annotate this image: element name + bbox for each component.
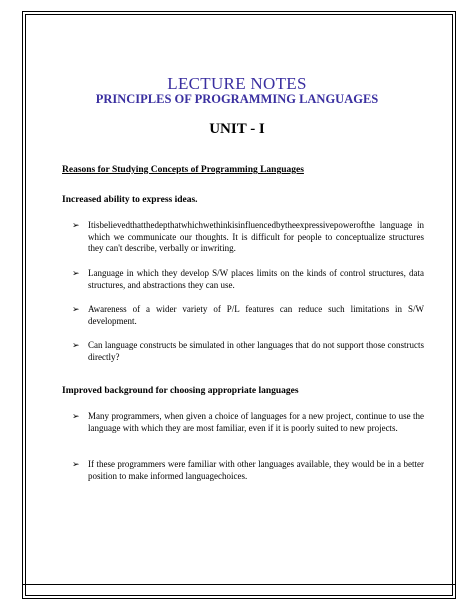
bottom-rule (22, 584, 456, 585)
document-title: LECTURE NOTES (167, 74, 307, 93)
list-item-text: Itisbelievedthatthedepthatwhichwethinkisinfluencedbytheexpressivepowerofthe language in which we communicate our thoughts. It is difficult for people to conceptualize structures they can't describe, verbally or inwriting. (88, 220, 424, 253)
arrow-bullet-icon: ➢ (72, 459, 80, 469)
arrow-bullet-icon: ➢ (72, 411, 80, 421)
section-heading: Reasons for Studying Concepts of Programming Languages (62, 165, 304, 175)
arrow-bullet-icon: ➢ (72, 340, 80, 350)
arrow-bullet-icon: ➢ (72, 220, 80, 230)
arrow-bullet-icon: ➢ (72, 304, 80, 314)
document-subtitle: PRINCIPLES OF PROGRAMMING LANGUAGES (95, 92, 379, 106)
list-item-text: Can language constructs be simulated in other languages that do not support those constructs directly? (88, 340, 424, 362)
unit-heading: UNIT - I (209, 121, 265, 137)
list-item-text: Language in which they develop S/W places limits on the kinds of control structures, data structures, and abstractions they can use. (88, 268, 424, 290)
list-item-text: If these programmers were familiar with other languages available, they would be in a better position to make informed languagechoices. (88, 459, 424, 481)
subsection-heading-2: Improved background for choosing appropriate languages (62, 386, 299, 396)
arrow-bullet-icon: ➢ (72, 268, 80, 278)
subsection-heading-1: Increased ability to express ideas. (62, 195, 198, 205)
list-item-text: Awareness of a wider variety of P/L features can reduce such limitations in S/W development. (88, 304, 424, 326)
list-item-text: Many programmers, when given a choice of languages for a new project, continue to use the language with which they are most familiar, even if it is poorly suited to new projects. (88, 411, 424, 433)
